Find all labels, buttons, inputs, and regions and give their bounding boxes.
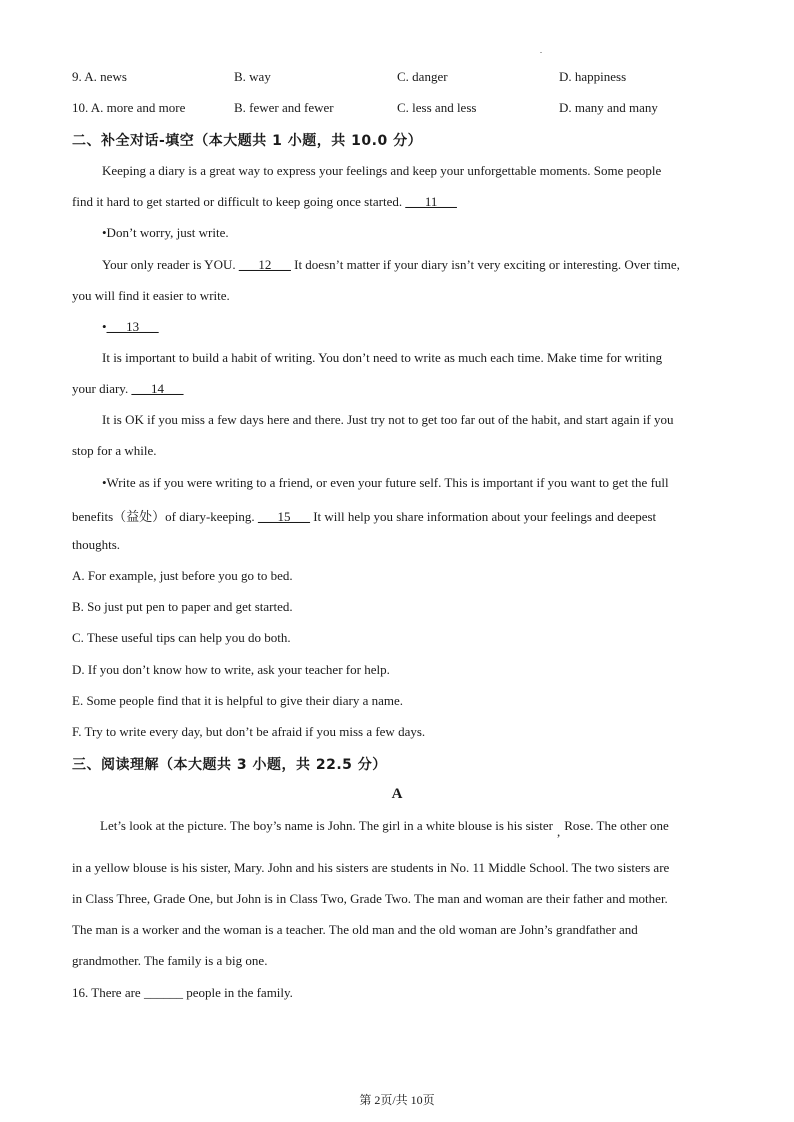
- answer-option-e: E. Some people find that it is helpful to give their diary a name.: [72, 693, 404, 708]
- reading-line: The man is a worker and the woman is a teacher. The old man and the old woman are John’s grandfather and: [72, 922, 638, 937]
- passage-line: [72, 506, 656, 525]
- passage-line: [72, 194, 457, 210]
- q10-option-a: 10. A. more and more: [72, 100, 186, 115]
- page-footer: 第 2页/共 10页: [359, 1093, 435, 1107]
- comma: ,: [557, 824, 561, 839]
- q9-option-d: D. happiness: [559, 69, 627, 84]
- section-2-heading: 二、补全对话-填空（本大题共 1 小题，共 10.0 分）: [72, 133, 423, 149]
- passage-text: your diary.: [72, 381, 129, 396]
- blank-12: ___12___: [238, 257, 291, 272]
- reading-text: Rose. The other one: [564, 818, 669, 833]
- passage-text: It will help you share information about your feelings and deepest: [313, 509, 657, 524]
- answer-option-c: C. These useful tips can help you do both.: [72, 630, 291, 645]
- reading-line: in a yellow blouse is his sister, Mary. John and his sisters are students in No. 11 Middle School. The two sisters are: [72, 860, 670, 875]
- question-16: 16. There are ______ people in the family.: [72, 985, 293, 1000]
- passage-text: Your only reader is YOU.: [102, 257, 236, 272]
- blank-13: ___13___: [106, 319, 159, 334]
- tip-line: •Don’t worry, just write.: [102, 225, 229, 240]
- passage-line: It is OK if you miss a few days here and there. Just try not to get too far out of the habit, and start again if you: [102, 412, 674, 427]
- passage-line: It is important to build a habit of writing. You don’t need to write as much each time. Make time for writing: [102, 350, 663, 365]
- reading-a-heading: A: [391, 786, 403, 802]
- blank-11: ___11___: [405, 194, 457, 209]
- q9-option-a: 9. A. news: [72, 69, 127, 84]
- q10-option-c: C. less and less: [397, 100, 477, 115]
- passage-text: benefits（益处）of diary-keeping.: [72, 509, 255, 524]
- q10-option-d: D. many and many: [559, 100, 658, 115]
- q9-option-c: C. danger: [397, 69, 448, 84]
- answer-option-d: D. If you don’t know how to write, ask your teacher for help.: [72, 662, 390, 677]
- reading-text: Let’s look at the picture. The boy’s name is John. The girl in a white blouse is his sister: [100, 818, 554, 833]
- passage-line: [102, 257, 680, 273]
- passage-text: It doesn’t matter if your diary isn’t very exciting or interesting. Over time,: [294, 257, 680, 272]
- answer-option-f: F. Try to write every day, but don’t be afraid if you miss a few days.: [72, 724, 426, 739]
- passage-line: thoughts.: [72, 537, 121, 552]
- q10-option-b: B. fewer and fewer: [234, 100, 334, 115]
- passage-line: stop for a while.: [72, 443, 157, 458]
- q9-option-b: B. way: [234, 69, 271, 84]
- passage-line: [72, 381, 183, 397]
- passage-line: you will find it easier to write.: [72, 288, 230, 303]
- reading-line: in Class Three, Grade One, but John is in Class Two, Grade Two. The man and woman are their father and mother.: [72, 891, 668, 906]
- bullet: •: [102, 319, 107, 334]
- passage-line: Keeping a diary is a great way to express your feelings and keep your unforgettable moments. Some people: [102, 163, 662, 178]
- passage-text: find it hard to get started or difficult to keep going once started.: [72, 194, 403, 209]
- reading-line: [100, 818, 669, 839]
- answer-option-a: A. For example, just before you go to bed.: [72, 568, 293, 583]
- blank-14: ___14___: [131, 381, 184, 396]
- section-3-heading: 三、阅读理解（本大题共 3 小题，共 22.5 分）: [72, 757, 387, 773]
- tip-line: •Write as if you were writing to a friend, or even your future self. This is important if you want to get the full: [102, 475, 669, 490]
- question-10-options: [72, 100, 752, 118]
- reading-line: grandmother. The family is a big one.: [72, 953, 268, 968]
- question-9-options: [72, 69, 752, 87]
- answer-option-b: B. So just put pen to paper and get started.: [72, 599, 293, 614]
- header-mark: .: [540, 46, 542, 55]
- blank-15: ___15___: [257, 509, 310, 524]
- tip-line: [102, 319, 159, 335]
